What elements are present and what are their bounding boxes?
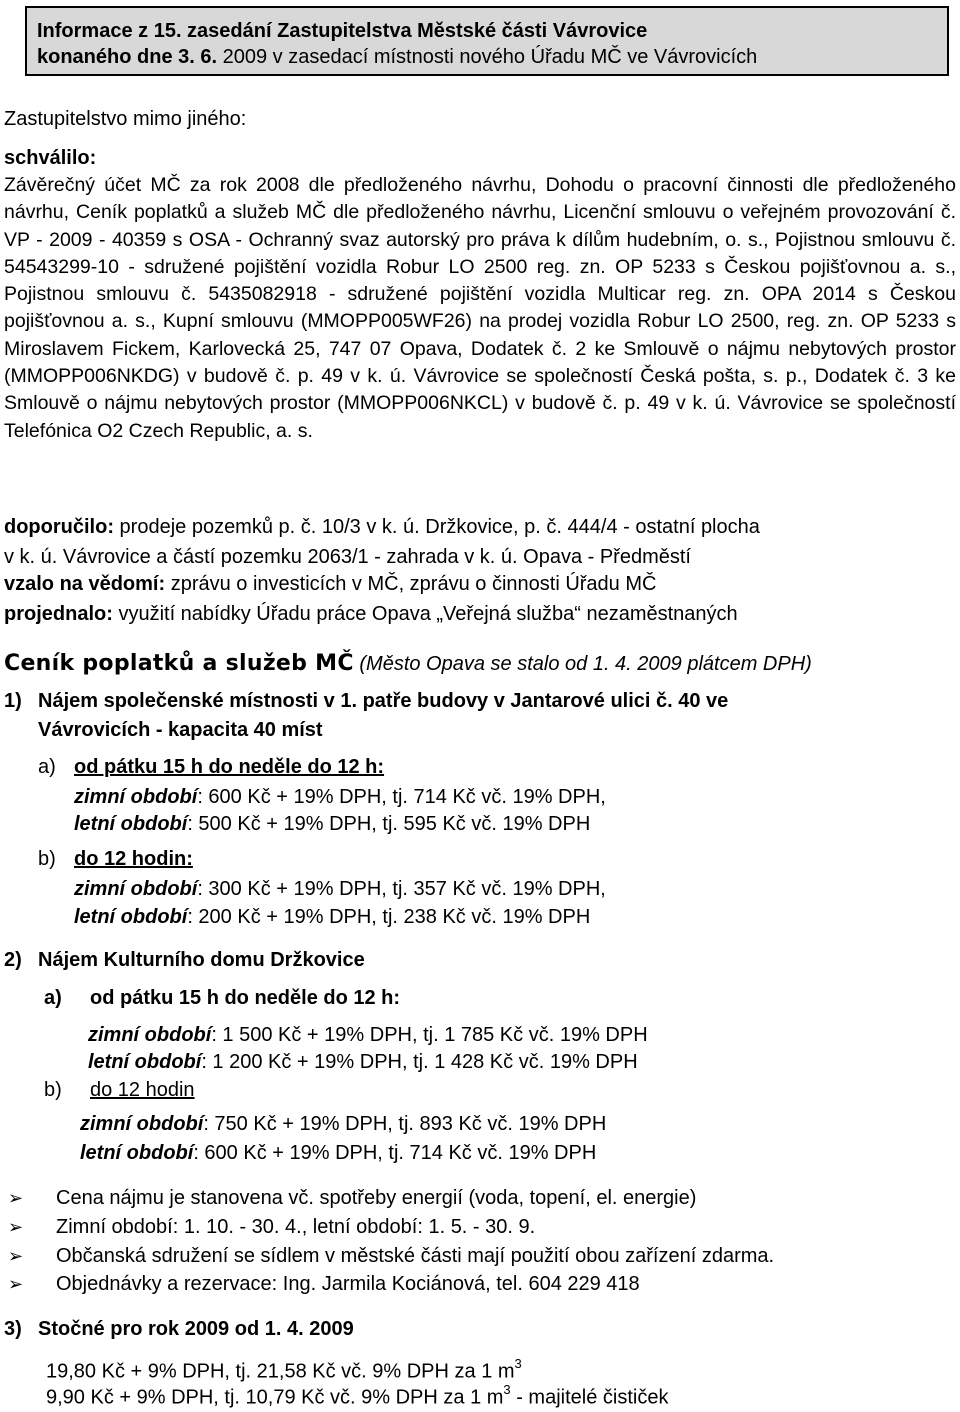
section3-title: Stočné pro rok 2009 od 1. 4. 2009 xyxy=(38,1318,354,1340)
section2-b xyxy=(44,1077,195,1104)
doporucilo-label: doporučilo: xyxy=(4,516,114,538)
section2-b-summer-label: letní období xyxy=(80,1142,194,1164)
intro-text: Zastupitelstvo mimo jiného: xyxy=(4,108,247,130)
section1-b-label: b) xyxy=(38,848,56,870)
doporucilo-line1 xyxy=(4,514,760,541)
section1-a-summer-text: : 500 Kč + 19% DPH, tj. 595 Kč vč. 19% DPH xyxy=(187,813,591,835)
bullet-item xyxy=(8,1214,535,1241)
bullet-text: Cena nájmu je stanovena vč. spotřeby energií (voda, topení, el. energie) xyxy=(56,1187,697,1209)
section2-b-title: do 12 hodin xyxy=(90,1079,195,1101)
cenik-heading xyxy=(4,650,812,678)
section2-a-winter-text: : 1 500 Kč + 19% DPH, tj. 1 785 Kč vč. 19% DPH xyxy=(211,1024,648,1046)
section1-a-label: a) xyxy=(38,756,56,778)
section3-heading xyxy=(4,1315,354,1343)
section2-title: Nájem Kulturního domu Držkovice xyxy=(38,949,365,971)
section2-heading xyxy=(4,946,365,974)
bullet-text: Zimní období: 1. 10. - 30. 4., letní období: 1. 5. - 30. 9. xyxy=(56,1216,536,1238)
section2-b-summer-text: : 600 Kč + 19% DPH, tj. 714 Kč vč. 19% DPH xyxy=(193,1142,597,1164)
section1-a-title: od pátku 15 h do neděle do 12 h: xyxy=(74,756,385,778)
section3-line2-suffix: - majitelé čističek xyxy=(510,1386,669,1409)
section2-b-winter xyxy=(80,1111,606,1138)
section2-a-winter xyxy=(88,1022,648,1049)
section1-a-winter xyxy=(74,784,606,811)
section2-a-label: a) xyxy=(44,987,62,1009)
section1-b-summer-label: letní období xyxy=(74,906,188,928)
bullet-item xyxy=(8,1243,774,1270)
section1-a-summer-label: letní období xyxy=(74,813,188,835)
section3-number: 3) xyxy=(4,1318,22,1340)
arrow-bullet-icon: ➢ xyxy=(8,1274,24,1294)
section1-title: Nájem společenské místnosti v 1. patře budovy v Jantarové ulici č. 40 ve xyxy=(38,690,729,712)
vzalo-line xyxy=(4,571,656,598)
section1-b-winter-label: zimní období xyxy=(74,878,198,900)
bullet-text: Občanská sdružení se sídlem v městské části mají použití obou zařízení zdarma. xyxy=(56,1245,775,1267)
section2-b-label: b) xyxy=(44,1079,62,1101)
section1-b-winter-text: : 300 Kč + 19% DPH, tj. 357 Kč vč. 19% DPH, xyxy=(197,878,606,900)
bullet-item xyxy=(8,1185,696,1212)
section2-a-title: od pátku 15 h do neděle do 12 h: xyxy=(90,987,401,1009)
section2-a xyxy=(44,985,400,1012)
section2-a-winter-label: zimní období xyxy=(88,1024,212,1046)
section2-b-winter-text: : 750 Kč + 19% DPH, tj. 893 Kč vč. 19% DPH xyxy=(203,1113,607,1135)
section2-a-summer xyxy=(88,1049,638,1076)
schvalilo-label: schválilo: xyxy=(4,147,97,169)
section3-line1-sup: 3 xyxy=(514,1356,522,1371)
section1-b-summer-text: : 200 Kč + 19% DPH, tj. 238 Kč vč. 19% DPH xyxy=(187,906,591,928)
header-location: 2009 v zasedací místnosti nového Úřadu MČ ve Vávrovicích xyxy=(217,46,758,68)
section1-b xyxy=(38,846,193,873)
arrow-bullet-icon: ➢ xyxy=(8,1188,24,1208)
section1-title-line2: Vávrovicích - kapacita 40 míst xyxy=(38,719,323,741)
projednalo-label: projednalo: xyxy=(4,603,113,625)
projednalo-text: využití nabídky Úřadu práce Opava „Veřejná služba“ nezaměstnaných xyxy=(112,603,738,625)
section2-number: 2) xyxy=(4,949,22,971)
header-title: Informace z 15. zasedání Zastupitelstva Městské části Vávrovice xyxy=(37,20,648,42)
section2-a-summer-label: letní období xyxy=(88,1051,202,1073)
header-subtitle xyxy=(37,44,947,70)
section3-line1-text: 19,80 Kč + 9% DPH, tj. 21,58 Kč vč. 9% DPH za 1 m xyxy=(46,1360,515,1383)
section1-a xyxy=(38,754,384,781)
section3-line2-text: 9,90 Kč + 9% DPH, tj. 10,79 Kč vč. 9% DPH za 1 m xyxy=(46,1386,504,1409)
vzalo-text: zprávu o investicích v MČ, zprávu o činnosti Úřadu MČ xyxy=(165,573,657,595)
section1-b-summer xyxy=(74,904,590,931)
section2-b-winter-label: zimní období xyxy=(80,1113,204,1135)
section3-line2-sup: 3 xyxy=(503,1382,511,1397)
section1-a-winter-text: : 600 Kč + 19% DPH, tj. 714 Kč vč. 19% DPH, xyxy=(197,786,606,808)
schvalilo-paragraph: Závěrečný účet MČ za rok 2008 dle předloženého návrhu, Dohodu o pracovní činnosti dle předloženého návrhu, Ceník poplatků a služeb MČ dle předloženého návrhu, Licenční smlouvu o veřejném provozování č. VP - 2009 - 40359 s OSA - Ochranný svaz autorský pro práva k dílům hudebním, o. s., Pojistnou smlouvu č. 54543299-10 - sdružené pojištění vozidla Robur LO 2500 reg. zn. OP 5233 s Českou pojišťovnou a. s., Pojistnou smlouvu č. 5435082918 - sdružené pojištění vozidla Multicar reg. zn. OPA 2014 s Českou pojišťovnou a. s., Kupní smlouvu (MMOPP005WF26) na prodej vozidla Robur LO 2500, reg. zn. OP 5233 s Miroslavem Fickem, Karlovecká 25, 747 07 Opava, Dodatek č. 2 ke Smlouvě o nájmu nebytových prostor (MMOPP006NKDG) v budově č. p. 49 v k. ú. Vávrovice se společností Česká pošta, s. p., Dodatek č. 3 ke Smlouvě o nájmu nebytových prostor (MMOPP006NKCL) v budově č. p. 49 v k. ú. Vávrovice se společností Telefónica O2 Czech Republic, a. s. xyxy=(4,174,956,442)
arrow-bullet-icon: ➢ xyxy=(8,1217,24,1237)
section1-b-title: do 12 hodin: xyxy=(74,848,193,870)
section1-heading xyxy=(4,687,728,715)
cenik-note: (Město Opava se stalo od 1. 4. 2009 plátcem DPH) xyxy=(353,653,812,675)
cenik-title: Ceník poplatků a služeb MČ xyxy=(4,651,354,676)
section1-b-winter xyxy=(74,876,606,903)
header-box xyxy=(25,6,949,76)
section2-b-summer xyxy=(80,1140,596,1167)
doporucilo-text1: prodeje pozemků p. č. 10/3 v k. ú. Držkovice, p. č. 444/4 - ostatní plocha xyxy=(113,516,760,538)
section1-a-summer xyxy=(74,811,590,838)
vzalo-label: vzalo na vědomí: xyxy=(4,573,166,595)
bullet-item xyxy=(8,1271,640,1298)
bullet-text: Objednávky a rezervace: Ing. Jarmila Kociánová, tel. 604 229 418 xyxy=(56,1273,640,1295)
arrow-bullet-icon: ➢ xyxy=(8,1246,24,1266)
doporucilo-line2: v k. ú. Vávrovice a částí pozemku 2063/1 - zahrada v k. ú. Opava - Předměstí xyxy=(4,546,691,568)
header-date: konaného dne 3. 6. xyxy=(37,46,218,68)
projednalo-line xyxy=(4,601,738,628)
section2-a-summer-text: : 1 200 Kč + 19% DPH, tj. 1 428 Kč vč. 19% DPH xyxy=(201,1051,638,1073)
section1-number: 1) xyxy=(4,690,22,712)
section1-a-winter-label: zimní období xyxy=(74,786,198,808)
